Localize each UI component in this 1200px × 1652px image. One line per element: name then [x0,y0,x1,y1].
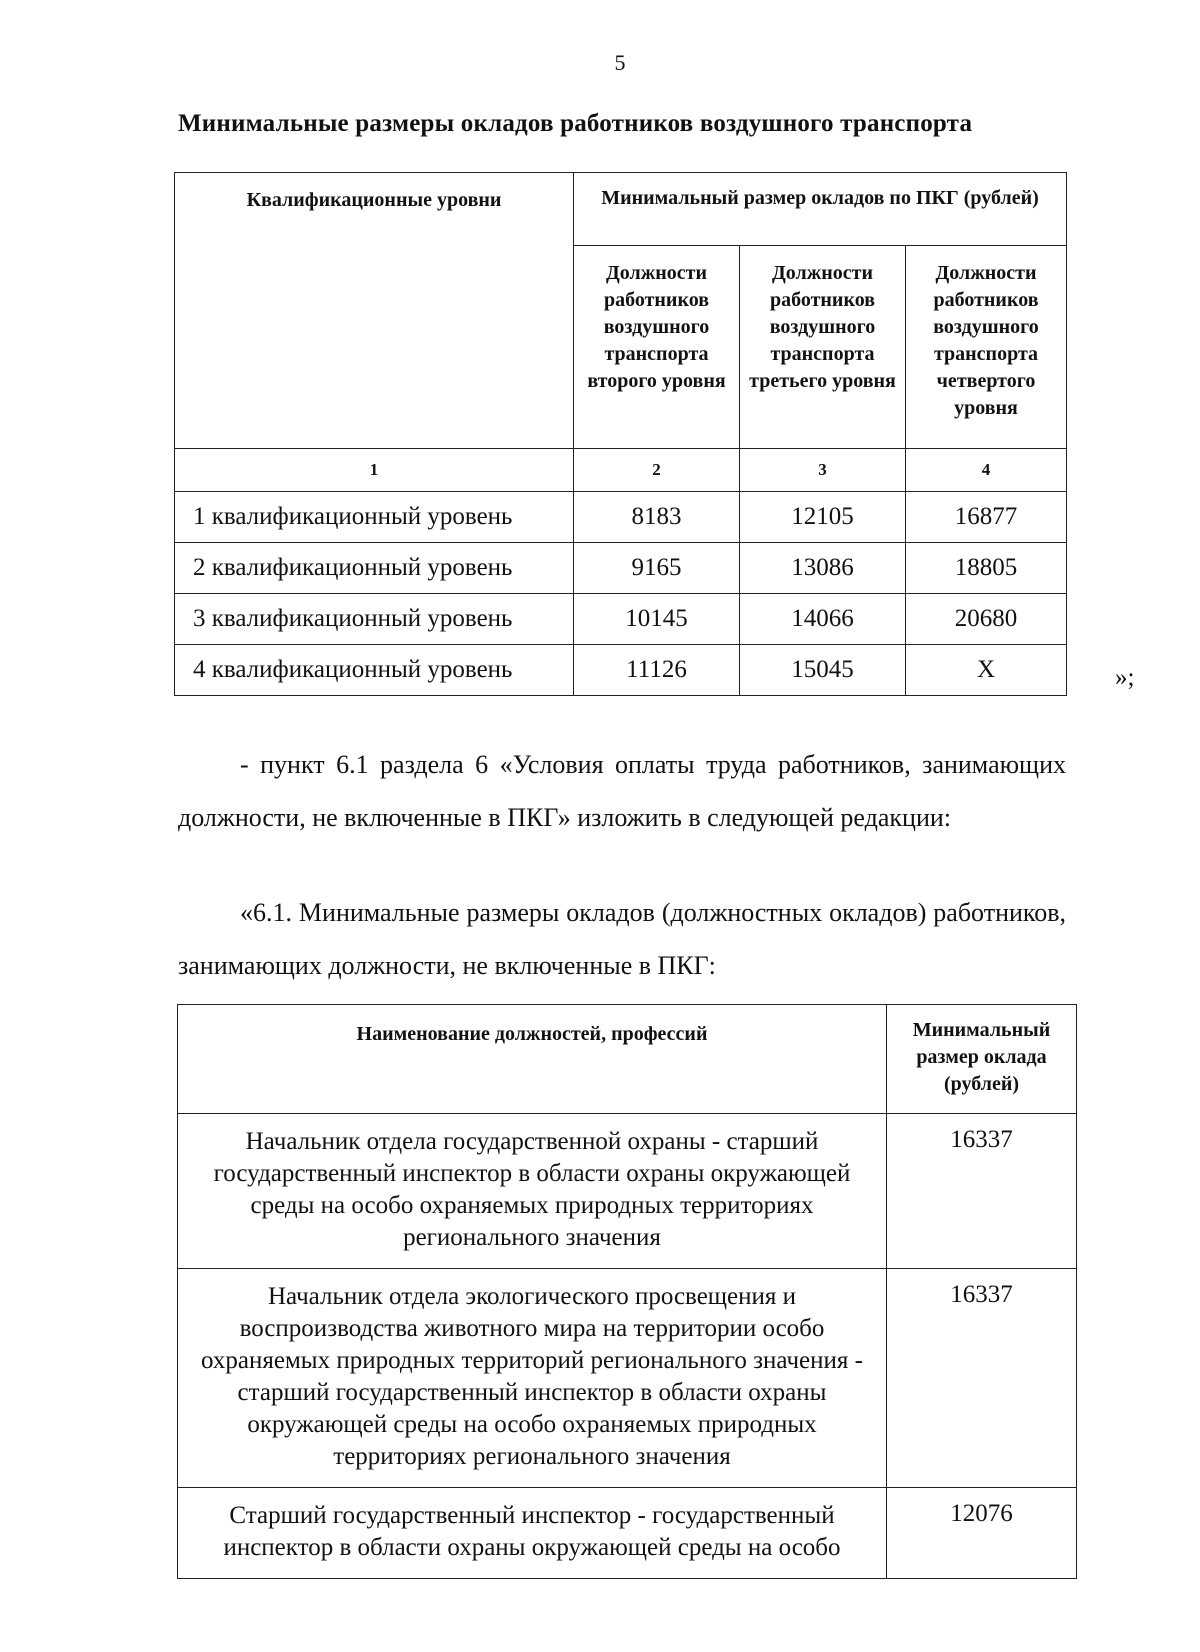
page-number: 5 [614,50,626,75]
table-row [175,543,1067,594]
header-min-salary-pkg: Минимальный размер окладов по ПКГ (рублей) [574,173,1067,246]
salary-cell: 15045 [740,645,906,696]
salary-cell: 20680 [906,594,1067,645]
header-third-level: Должности работников воздушного транспорта третьего уровня [740,246,906,449]
column-number: 2 [574,449,740,492]
non-pkg-salary-table [177,1004,1077,1579]
header-second-level: Должности работников воздушного транспорта второго уровня [574,246,740,449]
position-name-cell: Начальник отдела экологического просвещения и воспроизводства животного мира на территории особо охраняемых природных территорий регионального значения - старший государственный инспектор в области охраны окружающей среды на особо охраняемых природных территориях регионального значения [178,1269,887,1488]
salary-cell: 10145 [574,594,740,645]
header-qualification-levels: Квалификационные уровни [175,173,574,449]
column-number-row [175,449,1067,492]
salary-cell: 8183 [574,492,740,543]
column-number: 1 [175,449,574,492]
air-transport-salary-table [174,172,1067,696]
qualification-level-cell: 2 квалификационный уровень [175,543,574,594]
salary-cell: 12076 [887,1488,1077,1579]
position-name-cell: Начальник отдела государственной охраны - старший государственный инспектор в области охраны окружающей среды на особо охраняемых природных территориях регионального значения [178,1114,887,1269]
salary-cell: 18805 [906,543,1067,594]
table-row [178,1488,1077,1579]
column-number: 4 [906,449,1067,492]
table-row [178,1269,1077,1488]
header-min-salary: Минимальный размер оклада (рублей) [887,1005,1077,1114]
column-number: 3 [740,449,906,492]
table-row [178,1114,1077,1269]
salary-cell: 11126 [574,645,740,696]
salary-cell: 16337 [887,1114,1077,1269]
qualification-level-cell: 4 квалификационный уровень [175,645,574,696]
qualification-level-cell: 1 квалификационный уровень [175,492,574,543]
position-name-cell: Старший государственный инспектор - государственный инспектор в области охраны окружающей среды на особо [178,1488,887,1579]
salary-cell: 9165 [574,543,740,594]
salary-cell: 13086 [740,543,906,594]
page-title: Минимальные размеры окладов работников воздушного транспорта [178,110,973,137]
salary-cell: 16877 [906,492,1067,543]
header-position-name: Наименование должностей, профессий [178,1005,887,1114]
clause-6-1-paragraph: «6.1. Минимальные размеры окладов (должностных окладов) работников, занимающих должности, не включенные в ПКГ: [178,898,1066,980]
amendment-paragraph: - пункт 6.1 раздела 6 «Условия оплаты труда работников, занимающих должности, не включенные в ПКГ» изложить в следующей редакции: [178,750,1066,832]
salary-cell: 12105 [740,492,906,543]
table-row [175,594,1067,645]
header-fourth-level: Должности работников воздушного транспорта четвертого уровня [906,246,1067,449]
salary-cell: 16337 [887,1269,1077,1488]
table-row [175,492,1067,543]
table-row [175,645,1067,696]
qualification-level-cell: 3 квалификационный уровень [175,594,574,645]
salary-cell: X [906,645,1067,696]
salary-cell: 14066 [740,594,906,645]
closing-quote-mark: »; [1115,664,1135,691]
